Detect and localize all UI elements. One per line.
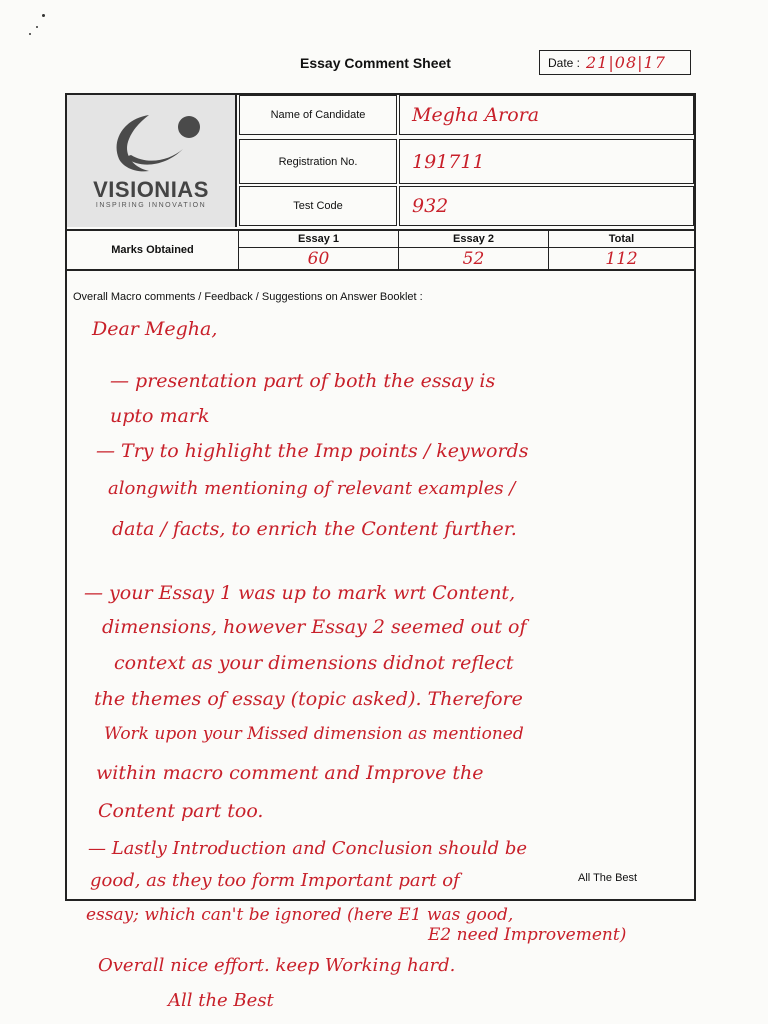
test-code-value: 932: [399, 186, 694, 226]
feedback-line: — presentation part of both the essay is: [110, 370, 496, 392]
feedback-line: the themes of essay (topic asked). Therefore: [94, 688, 523, 710]
feedback-label: Overall Macro comments / Feedback / Suggestions on Answer Booklet :: [73, 291, 423, 303]
feedback-line: Overall nice effort. keep Working hard.: [98, 955, 456, 976]
date-box: [539, 50, 691, 75]
registration-value: 191711: [399, 139, 694, 184]
total-marks: 112: [605, 248, 638, 269]
feedback-line: — Lastly Introduction and Conclusion should be: [88, 838, 528, 859]
all-the-best-label: All The Best: [578, 872, 638, 884]
feedback-line: good, as they too form Important part of: [90, 870, 460, 891]
feedback-line: dimensions, however Essay 2 seemed out of: [102, 616, 527, 638]
essay-1-head: Essay 1: [239, 231, 398, 248]
essay-2-column: [399, 231, 549, 269]
scan-speck: [42, 14, 45, 17]
logo-name: VISIONIAS: [93, 177, 209, 202]
visionias-logo-icon: [105, 109, 205, 179]
sheet-title: Essay Comment Sheet: [300, 55, 451, 71]
feedback-line: essay; which can't be ignored (here E1 was good,: [86, 905, 514, 925]
registration-label: Registration No.: [239, 139, 397, 184]
feedback-line: alongwith mentioning of relevant examples /: [108, 478, 516, 499]
essay-2-head: Essay 2: [399, 231, 548, 248]
essay-1-marks: 60: [307, 248, 330, 269]
test-code-label: Test Code: [239, 186, 397, 226]
logo-tagline: INSPIRING INNOVATION: [95, 202, 207, 209]
feedback-line: upto mark: [110, 405, 210, 427]
essay-2-marks: 52: [462, 248, 485, 269]
feedback-line: — your Essay 1 was up to mark wrt Content,: [84, 582, 516, 604]
feedback-line: context as your dimensions didnot reflect: [114, 652, 514, 674]
scan-speck: [36, 26, 38, 28]
essay-1-column: [239, 231, 399, 269]
feedback-line: All the Best: [168, 990, 274, 1011]
name-label: Name of Candidate: [239, 95, 397, 135]
date-label: Date :: [548, 55, 581, 70]
feedback-line: — Try to highlight the Imp points / keywords: [96, 440, 529, 462]
feedback-line: within macro comment and Improve the: [96, 762, 484, 784]
feedback-line: E2 need Improvement): [428, 925, 627, 945]
marks-label: Marks Obtained: [67, 231, 239, 269]
feedback-line: Dear Megha,: [92, 318, 218, 340]
feedback-line: Work upon your Missed dimension as mentioned: [104, 724, 524, 744]
feedback-line: data / facts, to enrich the Content further.: [112, 518, 517, 540]
logo: [67, 95, 237, 227]
date-value: 21|08|17: [586, 53, 666, 72]
scan-speck: [29, 33, 31, 35]
name-value: Megha Arora: [399, 95, 694, 135]
total-column: [549, 231, 694, 269]
marks-row: [67, 229, 694, 271]
total-head: Total: [549, 231, 694, 248]
feedback-line: Content part too.: [98, 800, 264, 822]
